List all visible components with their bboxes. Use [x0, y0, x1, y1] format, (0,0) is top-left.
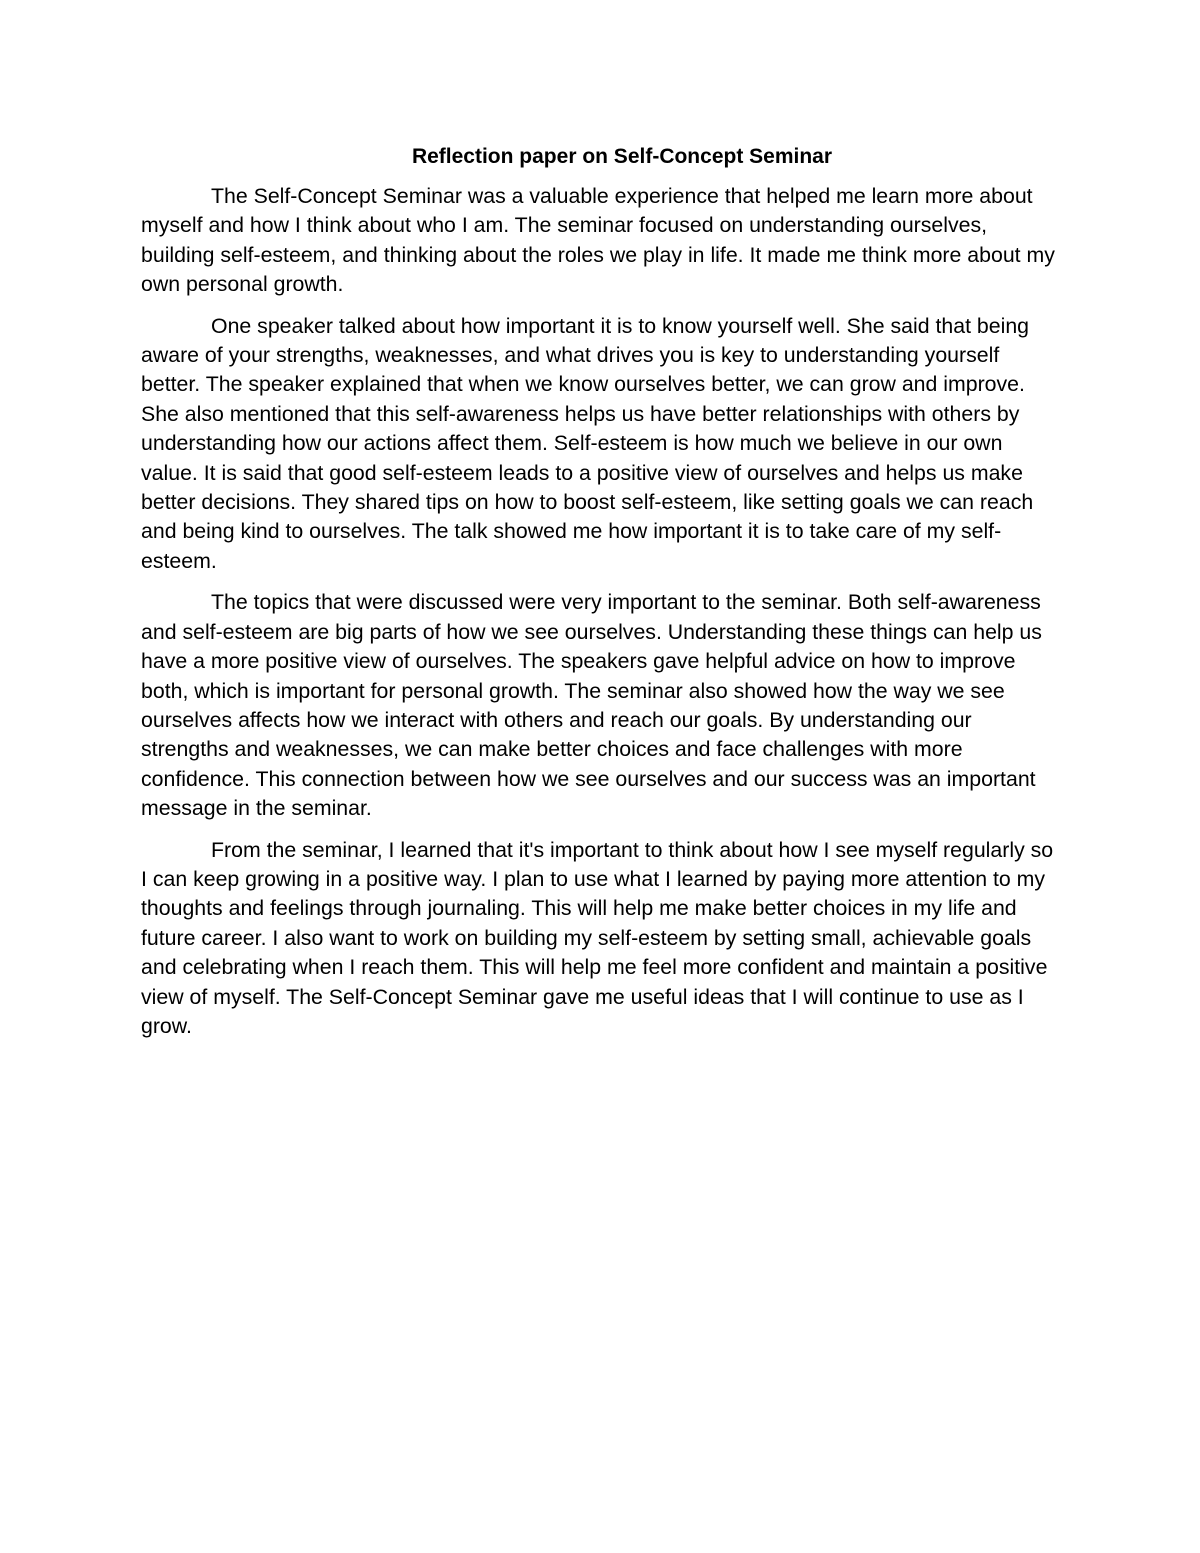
paragraph-intro: The Self-Concept Seminar was a valuable experience that helped me learn more about myself and how I think about who I am. The seminar focused on understanding ourselves, building self-esteem, and thinking about the roles we play in life. It made me think more about my own personal growth.: [141, 184, 1055, 297]
paragraph-speaker: One speaker talked about how important it is to know yourself well. She said that being aware of your strengths, weaknesses, and what drives you is key to understanding yourself better. The speaker explained that when we know ourselves better, we can grow and improve. She also mentioned that this self-awareness helps us have better relationships with others by understanding how our actions affect them. Self-esteem is how much we believe in our own value. It is said that good self-esteem leads to a positive view of ourselves and helps us make better decisions. They shared tips on how to boost self-esteem, like setting goals we can reach and being kind to ourselves. The talk showed me how important it is to take care of my self-esteem.: [141, 313, 1034, 573]
paragraph-topics: The topics that were discussed were very important to the seminar. Both self-awareness and self-esteem are big parts of how we see ourselves. Understanding these things can help us have a more positive view of ourselves. The speakers gave helpful advice on how to improve both, which is important for personal growth. The seminar also showed how the way we see ourselves affects how we interact with others and reach our goals. By understanding our strengths and weaknesses, we can make better choices and face challenges with more confidence. This connection between how we see ourselves and our success was an important message in the seminar.: [141, 590, 1042, 821]
document-title: Reflection paper on Self-Concept Seminar: [411, 145, 833, 168]
document-body: [141, 142, 1063, 1053]
paragraph-conclusion: From the seminar, I learned that it's important to think about how I see myself regularly so I can keep growing in a positive way. I plan to use what I learned by paying more attention to my thoughts and feelings through journaling. This will help me make better choices in my life and future career. I also want to work on building my self-esteem by setting small, achievable goals and celebrating when I reach them. This will help me feel more confident and maintain a positive view of myself. The Self-Concept Seminar gave me useful ideas that I will continue to use as I grow.: [141, 837, 1054, 1038]
